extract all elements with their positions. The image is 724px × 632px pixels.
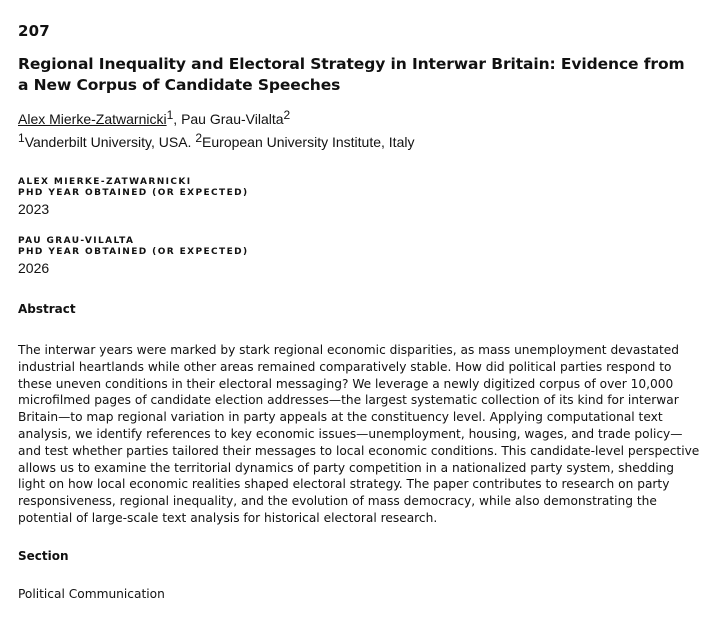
phd-year-label: PHD YEAR OBTAINED (OR EXPECTED): [18, 247, 249, 257]
affiliation-marker: 1: [166, 108, 174, 122]
section-value: Political Communication: [18, 587, 165, 601]
author-name: Pau Grau-Vilalta: [181, 111, 284, 127]
paper-title: Regional Inequality and Electoral Strategy in Interwar Britain: Evidence from a New Corpus of Candidate Speeches: [18, 55, 685, 94]
section-heading: Section: [18, 549, 69, 563]
author-detail-block: [18, 177, 249, 218]
affiliation-marker: 1: [18, 131, 25, 145]
phd-year-value: 2023: [18, 201, 50, 217]
author-detail-name: PAU GRAU-VILALTA: [18, 236, 135, 246]
affiliation-list: [18, 133, 414, 151]
affiliation-text: European University Institute, Italy: [202, 134, 415, 150]
affiliation-marker: 2: [195, 131, 203, 145]
author-detail-name: ALEX MIERKE-ZATWARNICKI: [18, 177, 192, 187]
abstract-number: 207: [18, 22, 50, 40]
affiliation-marker: 2: [283, 108, 291, 122]
phd-year-label: PHD YEAR OBTAINED (OR EXPECTED): [18, 188, 249, 198]
author-detail-block: [18, 236, 249, 277]
author-list: [18, 110, 290, 128]
abstract-heading: Abstract: [18, 302, 76, 316]
abstract-body: The interwar years were marked by stark regional economic disparities, as mass unemployment devastated industrial heartlands while other areas remained comparatively stable. How did political parties respond to these uneven conditions in their electoral messaging? We leverage a newly digitized corpus of over 10,000 microfilmed pages of candidate election addresses—the largest systematic collection of its kind for interwar Britain—to map regional variation in party appeals at the constituency level. Applying computational text analysis, we identify references to key economic issues—unemployment, housing, wages, and trade policy—and test whether parties tailored their messages to local economic conditions. This candidate-level perspective allows us to examine the territorial dynamics of party competition in a nationalized party system, shedding light on how local economic realities shaped electoral strategy. The paper contributes to research on party responsiveness, regional inequality, and the evolution of mass democracy, while also demonstrating the potential of large-scale text analysis for historical electoral research.: [18, 343, 700, 525]
affiliation-text: Vanderbilt University, USA.: [24, 134, 192, 150]
author-separator: ,: [173, 111, 182, 127]
author-name-primary[interactable]: Alex Mierke-Zatwarnicki: [18, 111, 167, 127]
phd-year-value: 2026: [18, 260, 50, 276]
